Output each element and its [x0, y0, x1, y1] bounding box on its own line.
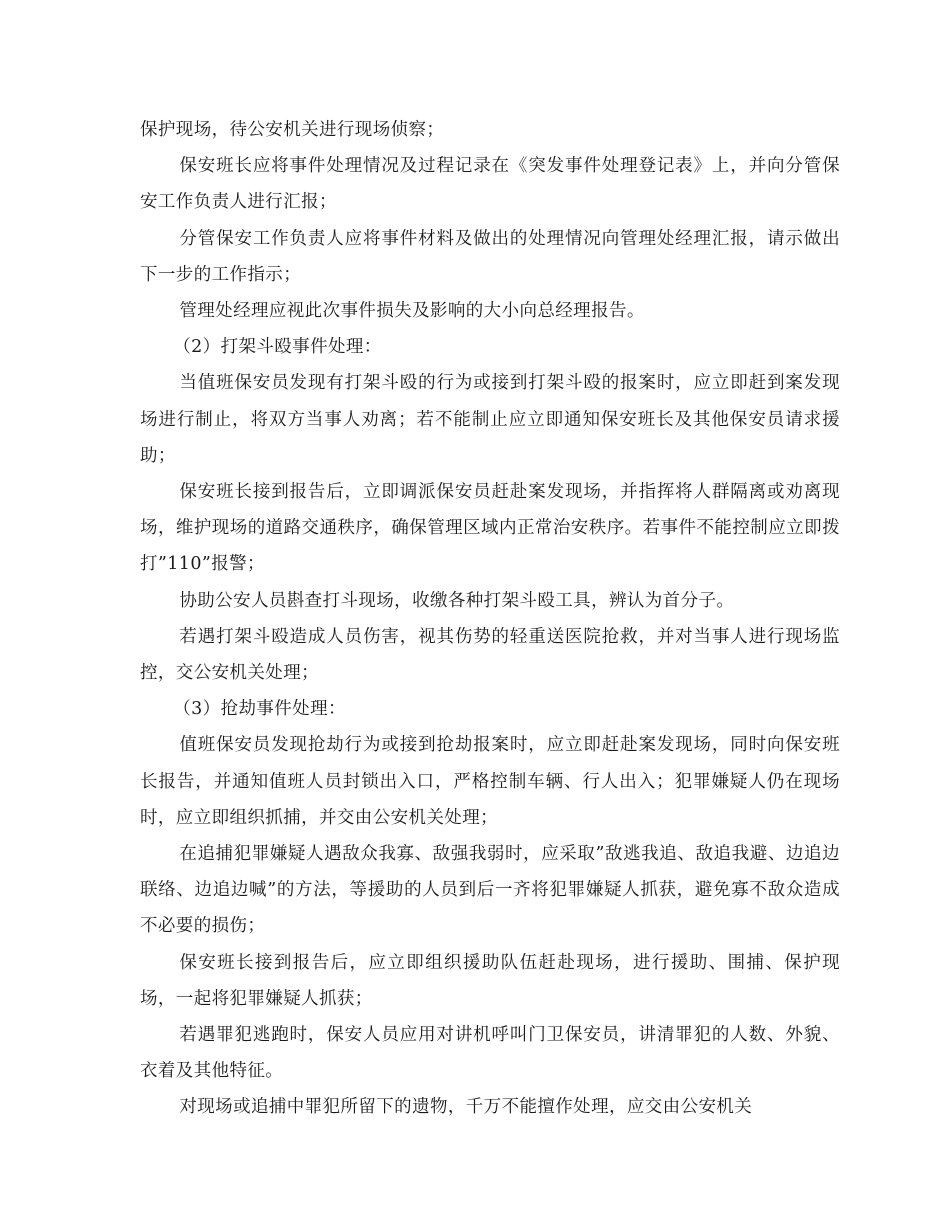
section-heading: （3）抢劫事件处理：	[173, 699, 346, 720]
paragraph: 协助公安人员斟查打斗现场，收缴各种打架斗殴工具，辨认为首分子。	[179, 590, 735, 611]
paragraph: 值班保安员发现抢劫行为或接到抢劫报案时，应立即赶赴案发现场，同时向保安班长报告，并通知值班人员封锁出入口，严格控制车辆、行人出入；犯罪嫌疑人仍在现场时，应立即组织抓捕，并交由公安机关处理；	[140, 735, 840, 828]
paragraph: 若遇罪犯逃跑时，保安人员应用对讲机呼叫门卫保安员，讲清罪犯的人数、外貌、衣着及其他特征。	[140, 1025, 840, 1082]
paragraph: 分管保安工作负责人应将事件材料及做出的处理情况向管理处经理汇报，请示做出下一步的工作指示；	[140, 228, 840, 285]
paragraph: 在追捕犯罪嫌疑人遇敌众我寡、敌强我弱时，应采取”敌逃我追、敌追我避、边追边联络、边追边喊”的方法，等援助的人员到后一齐将犯罪嫌疑人抓获，避免寡不敌众造成不必要的损伤；	[140, 844, 840, 937]
section-heading: （2）打架斗殴事件处理：	[173, 337, 382, 358]
document-body	[140, 112, 840, 1126]
paragraph: 若遇打架斗殴造成人员伤害，视其伤势的轻重送医院抢救，并对当事人进行现场监控，交公安机关处理；	[140, 626, 840, 684]
paragraph: 对现场或追捕中罪犯所留下的遗物，千万不能擅作处理，应交由公安机关	[179, 1097, 753, 1118]
paragraph: 保安班长接到报告后，立即调派保安员赶赴案发现场，并指挥将人群隔离或劝离现场，维护现场的道路交通秩序，确保管理区域内正常治安秩序。若事件不能控制应立即拨打”110”报警；	[140, 482, 840, 575]
paragraph: 管理处经理应视此次事件损失及影响的大小向总经理报告。	[179, 301, 645, 322]
paragraph: 保安班长接到报告后，应立即组织援助队伍赶赴现场，进行援助、围捕、保护现场，一起将犯罪嫌疑人抓获；	[140, 952, 840, 1009]
paragraph: 保安班长应将事件处理情况及过程记录在《突发事件处理登记表》上，并向分管保安工作负责人进行汇报；	[140, 156, 840, 213]
paragraph: 保护现场，待公安机关进行现场侦察；	[140, 120, 445, 140]
paragraph: 当值班保安员发现有打架斗殴的行为或接到打架斗殴的报案时，应立即赶到案发现场进行制止，将双方当事人劝离；若不能制止应立即通知保安班长及其他保安员请求援助；	[140, 373, 840, 466]
